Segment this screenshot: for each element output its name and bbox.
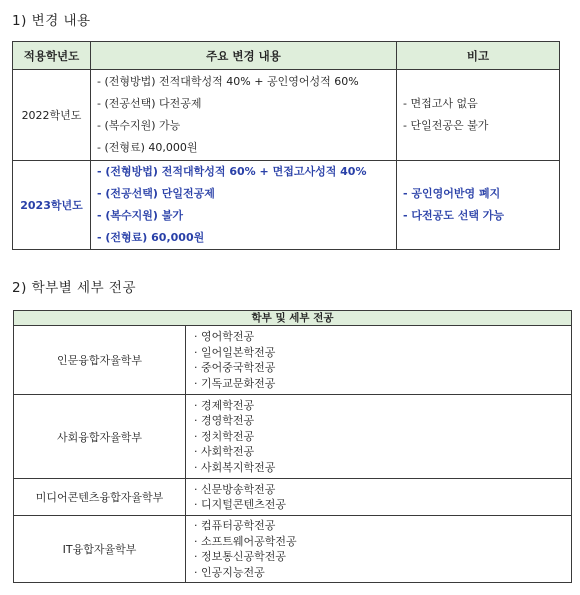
note-item: - 다전공도 선택 가능 [403, 209, 505, 222]
table-row [14, 479, 572, 516]
header-majors: 학부 및 세부 전공 [14, 311, 572, 326]
majors-table [13, 310, 572, 583]
majors-cell [186, 479, 572, 516]
change-item: - (전형료) 40,000원 [97, 141, 198, 154]
list-item: · 정치학전공 [194, 429, 255, 443]
list-item: · 컴퓨터공학전공 [194, 519, 276, 532]
year-cell: 2022학년도 [13, 70, 91, 161]
majors-table-header-row [14, 311, 572, 326]
dept-cell: IT융합자율학부 [14, 516, 186, 583]
list-item: · 경제학전공 [194, 398, 255, 412]
list-item: · 경영학전공 [194, 414, 255, 428]
header-changes: 주요 변경 내용 [91, 42, 397, 70]
list-item: · 기독교문화전공 [194, 376, 276, 390]
majors-cell [186, 326, 572, 395]
change-item: - (복수지원) 불가 [97, 209, 184, 222]
list-item: · 인공지능전공 [194, 565, 265, 579]
list-item: · 중어중국학전공 [194, 361, 276, 374]
list-item: · 소프트웨어공학전공 [194, 534, 297, 548]
change-item: - (전형방법) 전적대학성적 40% + 공인영어성적 60% [97, 75, 359, 88]
dept-cell: 미디어콘텐츠융합자율학부 [14, 479, 186, 516]
notes-cell [397, 161, 560, 250]
table-row [14, 395, 572, 479]
change-item: - (전형방법) 전적대학성적 60% + 면접고사성적 40% [97, 165, 367, 178]
list-item: · 사회복지학전공 [194, 460, 276, 474]
note-item: - 단일전공은 불가 [403, 119, 489, 132]
changes-cell [91, 161, 397, 250]
table-row [14, 326, 572, 395]
notes-cell [397, 70, 560, 161]
note-item: - 공인영어반영 폐지 [403, 187, 501, 200]
changes-table [12, 41, 560, 250]
list-item: · 신문방송학전공 [194, 482, 276, 496]
list-item: · 디지털콘텐츠전공 [194, 498, 287, 511]
table-row [13, 70, 560, 161]
dept-cell: 인문융합자율학부 [14, 326, 186, 395]
header-year: 적용학년도 [13, 42, 91, 70]
change-item: - (전공선택) 다전공제 [97, 97, 202, 110]
changes-table-header-row [13, 42, 560, 70]
changes-cell [91, 70, 397, 161]
list-item: · 일어일본학전공 [194, 345, 276, 359]
change-item: - (전공선택) 단일전공제 [97, 187, 215, 200]
table-row [14, 516, 572, 583]
table-row [13, 161, 560, 250]
change-item: - (복수지원) 가능 [97, 119, 181, 132]
majors-cell [186, 395, 572, 479]
majors-cell [186, 516, 572, 583]
list-item: · 영어학전공 [194, 330, 255, 343]
note-item: - 면접고사 없음 [403, 97, 478, 110]
year-cell: 2023학년도 [13, 161, 91, 250]
header-notes: 비고 [397, 42, 560, 70]
dept-cell: 사회융합자율학부 [14, 395, 186, 479]
change-item: - (전형료) 60,000원 [97, 231, 205, 244]
list-item: · 사회학전공 [194, 445, 255, 459]
section1-heading: 1) 변경 내용 [12, 13, 91, 29]
section2-heading: 2) 학부별 세부 전공 [12, 280, 137, 296]
list-item: · 정보통신공학전공 [194, 550, 287, 563]
